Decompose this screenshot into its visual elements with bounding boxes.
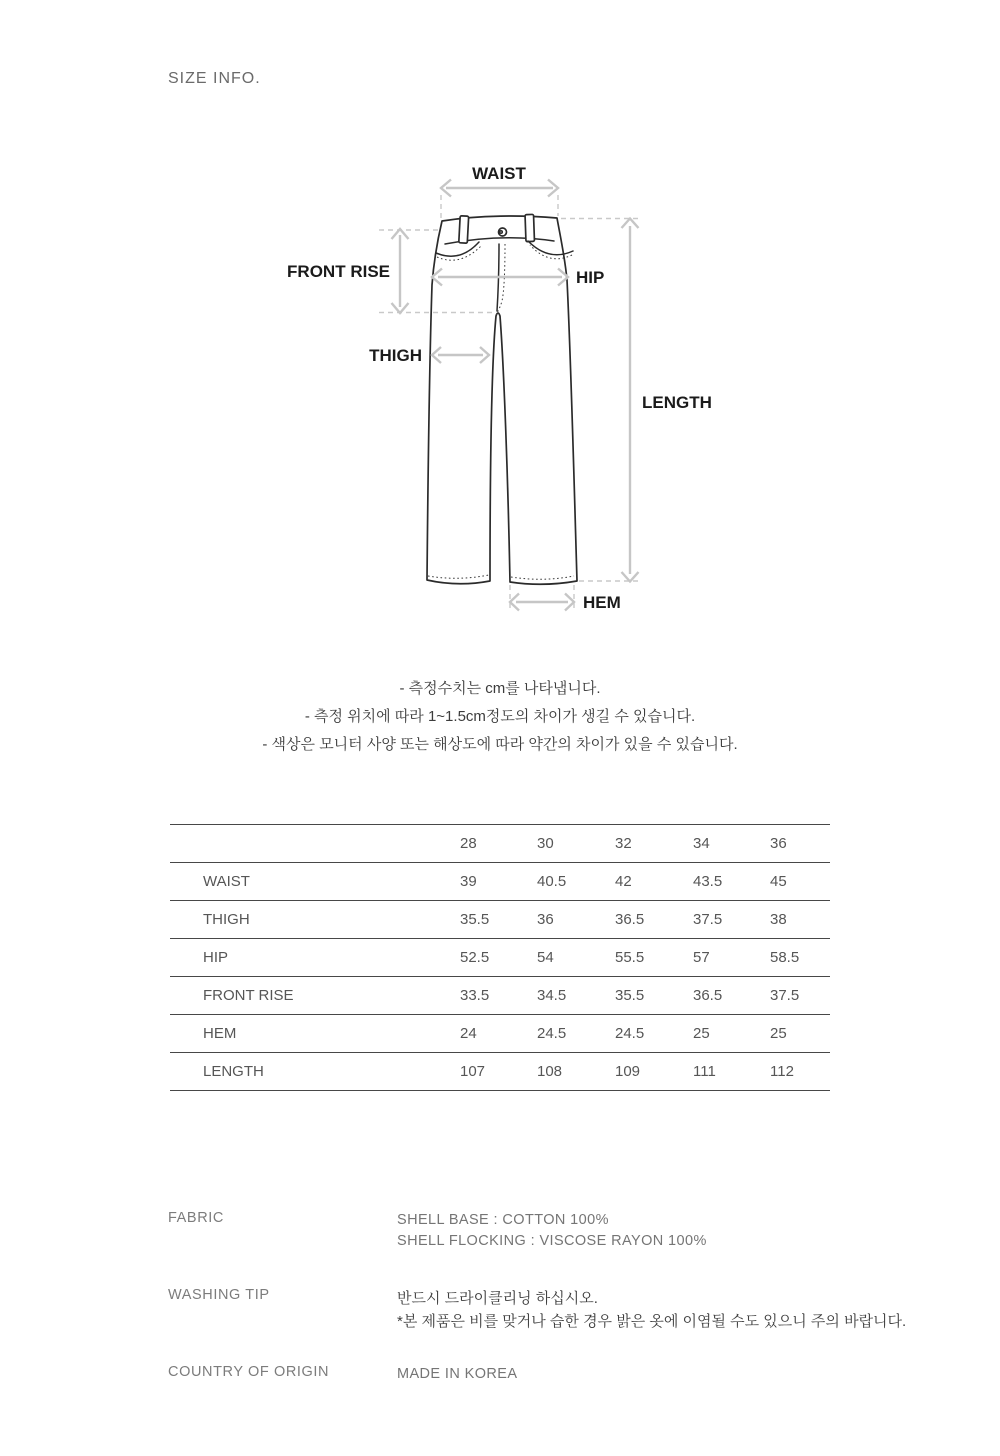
size-cell: 38 (770, 901, 830, 939)
size-cell: 36.5 (693, 977, 770, 1015)
table-row (170, 863, 830, 901)
row-label: FRONT RISE (170, 977, 460, 1015)
size-cell: 36 (537, 901, 615, 939)
note-line: - 측정수치는 cm를 나타냅니다. (399, 680, 601, 697)
table-row (170, 939, 830, 977)
size-cell: 36.5 (615, 901, 693, 939)
size-cell: 57 (693, 939, 770, 977)
belt-loop-right (525, 214, 534, 241)
size-cell: 52.5 (460, 939, 537, 977)
column-header: 36 (770, 825, 830, 863)
front-rise-label: FRONT RISE (287, 262, 390, 281)
size-cell: 111 (693, 1053, 770, 1091)
washing-tip-label: WASHING TIP (168, 1287, 270, 1303)
fabric-value (397, 1210, 707, 1252)
size-cell: 34.5 (537, 977, 615, 1015)
row-label: HEM (170, 1015, 460, 1053)
column-header: 34 (693, 825, 770, 863)
country-of-origin-value (397, 1364, 517, 1385)
hem-arrow (510, 594, 574, 611)
size-cell: 42 (615, 863, 693, 901)
size-cell: 33.5 (460, 977, 537, 1015)
column-header (170, 825, 460, 863)
size-cell: 108 (537, 1053, 615, 1091)
row-label: HIP (170, 939, 460, 977)
washing-tip-value (397, 1287, 906, 1333)
size-cell: 55.5 (615, 939, 693, 977)
fabric-label: FABRIC (168, 1210, 224, 1226)
size-cell: 40.5 (537, 863, 615, 901)
size-cell: 58.5 (770, 939, 830, 977)
note-line: - 색상은 모니터 사양 또는 해상도에 따라 약간의 차이가 있을 수 있습니다. (262, 736, 738, 753)
column-header: 30 (537, 825, 615, 863)
size-table (170, 824, 830, 1091)
front-rise-arrow (392, 229, 409, 313)
size-cell: 107 (460, 1053, 537, 1091)
row-label: WAIST (170, 863, 460, 901)
waist-label: WAIST (472, 164, 526, 183)
size-cell: 35.5 (615, 977, 693, 1015)
measurement-notes (170, 675, 830, 759)
size-cell: 54 (537, 939, 615, 977)
fabric-line: SHELL BASE : COTTON 100% (397, 1212, 609, 1228)
table-row (170, 977, 830, 1015)
hip-label: HIP (576, 268, 605, 287)
washing-tip-line: 반드시 드라이클리닝 하십시오. (397, 1290, 598, 1307)
column-header: 32 (615, 825, 693, 863)
belt-loop-left (459, 216, 469, 243)
washing-tip-line: *본 제품은 비를 맞거나 습한 경우 밝은 옷에 이염될 수도 있으니 주의 바랍니다. (397, 1313, 907, 1330)
page-title: SIZE INFO. (168, 70, 261, 87)
size-cell: 35.5 (460, 901, 537, 939)
pants-measurement-diagram (270, 140, 740, 640)
size-cell: 24 (460, 1015, 537, 1053)
pants-outline (427, 214, 577, 584)
size-cell: 45 (770, 863, 830, 901)
length-arrow (622, 219, 639, 582)
table-row (170, 1053, 830, 1091)
hem-label: HEM (583, 593, 621, 612)
table-row (170, 901, 830, 939)
size-cell: 25 (693, 1015, 770, 1053)
size-cell: 37.5 (770, 977, 830, 1015)
pants-diagram-svg (270, 140, 740, 640)
size-cell: 25 (770, 1015, 830, 1053)
size-cell: 24.5 (615, 1015, 693, 1053)
country-of-origin-line: MADE IN KOREA (397, 1366, 518, 1382)
row-label: LENGTH (170, 1053, 460, 1091)
size-table-header-row (170, 825, 830, 863)
size-cell: 37.5 (693, 901, 770, 939)
note-line: - 측정 위치에 따라 1~1.5cm정도의 차이가 생길 수 있습니다. (304, 708, 696, 725)
size-cell: 109 (615, 1053, 693, 1091)
size-cell: 112 (770, 1053, 830, 1091)
size-cell: 43.5 (693, 863, 770, 901)
size-cell: 24.5 (537, 1015, 615, 1053)
fabric-line: SHELL FLOCKING : VISCOSE RAYON 100% (397, 1233, 707, 1249)
country-of-origin-label: COUNTRY OF ORIGIN (168, 1364, 330, 1380)
thigh-label: THIGH (369, 346, 422, 365)
table-row (170, 1015, 830, 1053)
row-label: THIGH (170, 901, 460, 939)
length-label: LENGTH (642, 393, 712, 412)
column-header: 28 (460, 825, 537, 863)
size-cell: 39 (460, 863, 537, 901)
